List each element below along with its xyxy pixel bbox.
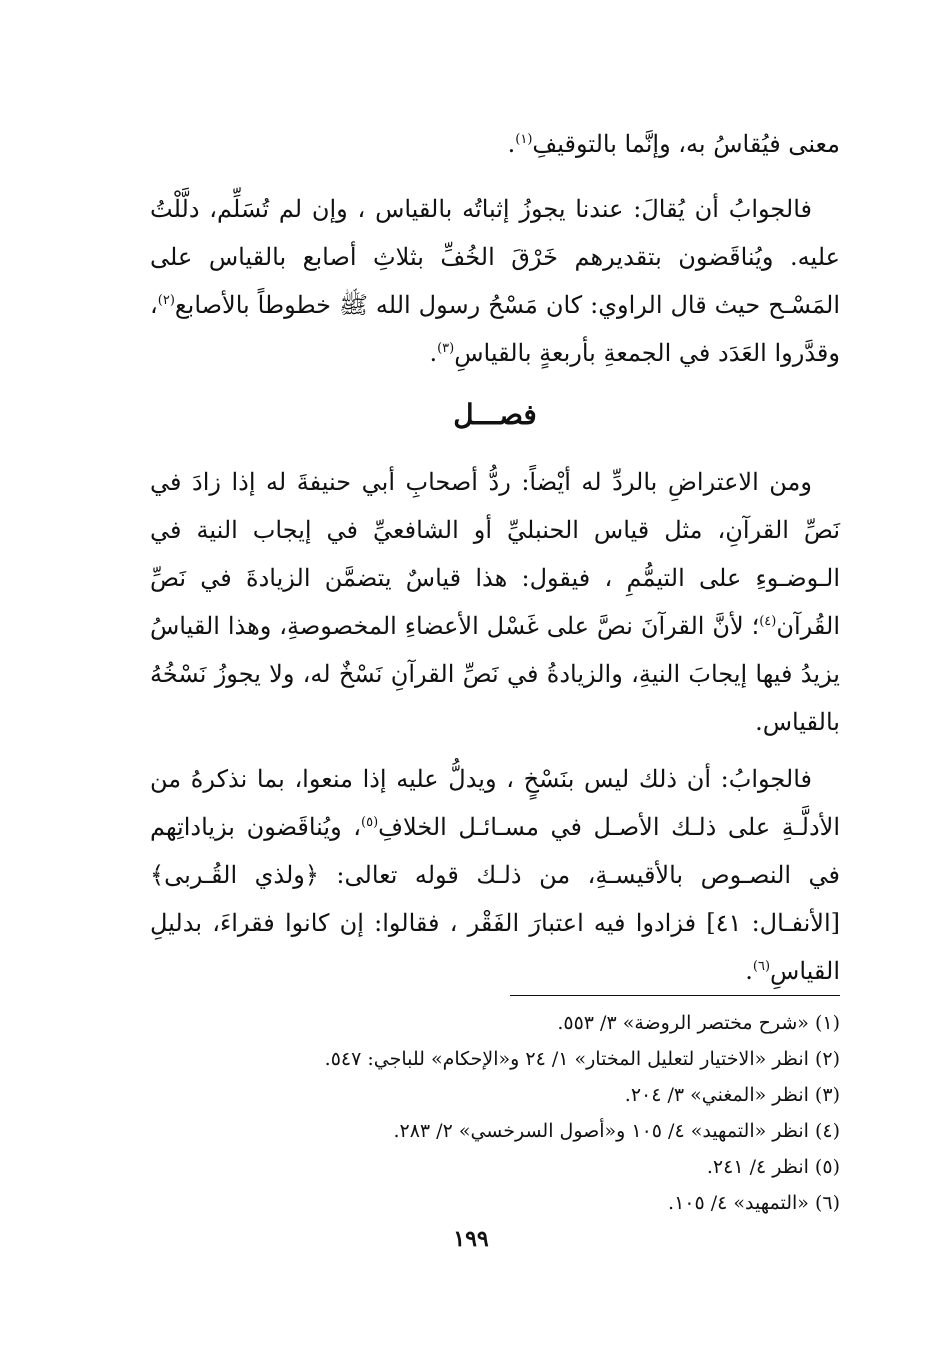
- paragraph-answer-2: [150, 755, 840, 995]
- para3-mid: ، ويُناقَضون بزياداتِهم في النصـوص بالأقيسـةِ، من ذلـك قوله تعالى: ﴿ولذي القُـربى﴾ [الأنفـال: ٤١] فزادوا فيه اعتبارَ الفَقْر ، فقالوا: إن كانوا فقراءَ، بدليلِ القياسِ: [150, 813, 840, 985]
- continuation-end: .: [507, 130, 516, 158]
- footnote-ref-2: (٢): [157, 293, 175, 308]
- footnote-ref-1: (١): [515, 132, 533, 147]
- continuation-text: معنى فيُقاسُ به، وإنَّما بالتوقيفِ: [532, 130, 840, 158]
- para3-end: .: [745, 957, 753, 985]
- footnote-2: (٢) انظر «الاختيار لتعليل المختار» ١/ ٢٤ و«الإحكام» للباجي: ٥٤٧.: [324, 1048, 840, 1070]
- footnote-ref-5: (٥): [361, 815, 379, 830]
- para1-end: .: [429, 339, 438, 367]
- paragraph-3-text: [150, 755, 840, 995]
- section-heading: فصـــل: [453, 398, 537, 431]
- paragraph-continuation: [150, 120, 840, 168]
- paragraph-1-text: [150, 185, 840, 377]
- para3-main: فالجوابُ: أن ذلك ليس بنَسْخٍ ، ويدلُّ عليه إذا منعوا، بما نذكرهُ من الأدلَّـةِ على ذلـك الأصـل في مسـائـل الخلافِ: [150, 765, 841, 841]
- para1-mid: ، وقدَّروا العَدَد في الجمعةِ بأربعةٍ بالقياسِ: [150, 291, 840, 367]
- para1-main: فالجوابُ أن يُقالَ: عندنا يجوزُ إثباتُه بالقياس ، وإن لم تُسَلِّم، دلَّلْتُ عليه. ويُناقَضون بتقديرهم خَرْقَ الخُفِّ بثلاثِ أصابع بالقياس على المَسْـح حيث قال الراوي: كان مَسْحُ رسول الله ﷺ خطوطاً بالأصابع: [150, 195, 840, 319]
- page-number: ١٩٩: [453, 1226, 489, 1252]
- footnote-1: (١) «شرح مختصر الروضة» ٣/ ٥٥٣.: [557, 1012, 840, 1034]
- footnote-4: (٤) انظر «التمهيد» ٤/ ١٠٥ و«أصول السرخسي» ٢/ ٢٨٣.: [393, 1120, 840, 1142]
- footnote-divider: [510, 995, 840, 996]
- paragraph-objection: [150, 458, 840, 746]
- footnote-6: (٦) «التمهيد» ٤/ ١٠٥.: [668, 1192, 840, 1214]
- footnote-ref-6: (٦): [752, 959, 771, 974]
- paragraph-2-text: [150, 458, 840, 746]
- top-continuation: [150, 120, 840, 168]
- footnote-ref-3: (٣): [437, 341, 455, 356]
- para2-rest: ؛ لأنَّ القرآنَ نصَّ على غَسْل الأعضاءِ المخصوصةِ، وهذا القياسُ يزيدُ فيها إيجابَ النيةِ، والزيادةُ في نَصِّ القرآنِ نَسْخٌ له، ولا يجوزُ نَسْخُهُ بالقياس.: [150, 612, 840, 736]
- footnote-3: (٣) انظر «المغني» ٣/ ٢٠٤.: [624, 1084, 840, 1106]
- paragraph-answer-1: [150, 185, 840, 377]
- footnotes: [280, 1005, 840, 1221]
- para2-main: ومن الاعتراضِ بالردِّ له أيْضاً: ردُّ أصحابِ أبي حنيفةَ له إذا زادَ في نَصِّ القرآنِ، مثل قياس الحنبليِّ أو الشافعيِّ في إيجاب النية في الـوضـوءِ على التيمُّمِ ، فيقول: هذا قياسٌ يتضمَّن الزيادةَ في نَصِّ القُرآن: [150, 468, 840, 640]
- footnote-ref-4: (٤): [759, 614, 777, 629]
- footnote-5: (٥) انظر ٤/ ٢٤١.: [706, 1156, 840, 1178]
